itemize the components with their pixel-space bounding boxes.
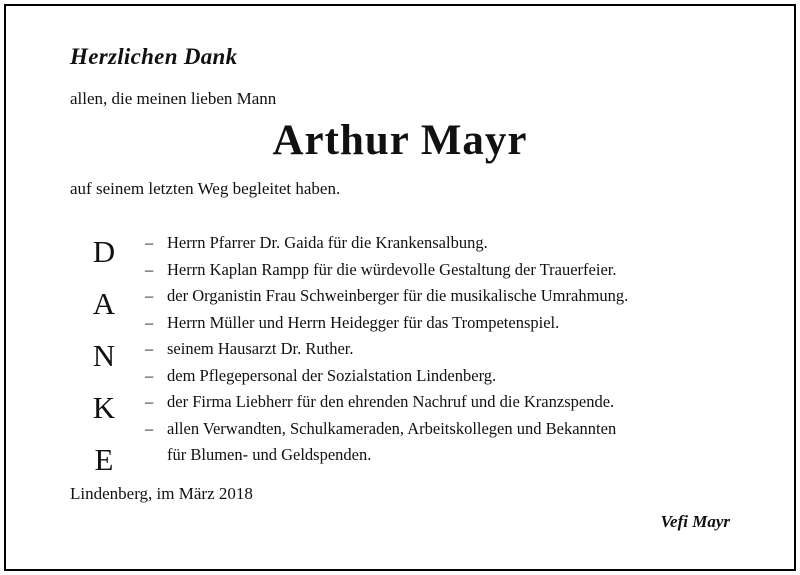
thanks-item xyxy=(145,283,765,310)
danke-vertical-word xyxy=(86,226,122,486)
danke-letter: E xyxy=(94,442,114,477)
thanks-item-text-continuation: für Blumen- und Geldspenden. xyxy=(167,445,372,464)
deceased-name: Arthur Mayr xyxy=(272,117,528,164)
dash: – xyxy=(145,286,154,305)
danke-letter: N xyxy=(92,338,116,373)
danke-letter: A xyxy=(92,286,116,321)
place-date: Lindenberg, im März 2018 xyxy=(70,484,253,503)
thanks-item-text: Herrn Kaplan Rampp für die würdevolle Gestaltung der Trauerfeier. xyxy=(167,259,617,279)
intro-text: allen, die meinen lieben Mann xyxy=(70,89,277,108)
thanks-item xyxy=(145,363,765,390)
heading: Herzlichen Dank xyxy=(70,44,238,69)
thanks-item xyxy=(145,230,765,257)
dash: – xyxy=(145,339,154,358)
thanks-item xyxy=(145,336,765,363)
danke-letter: K xyxy=(92,390,116,425)
thanks-item-text: allen Verwandten, Schulkameraden, Arbeitskollegen und Bekannten xyxy=(167,418,617,438)
signature: Vefi Mayr xyxy=(660,512,730,531)
dash: – xyxy=(145,365,154,385)
after-text: auf seinem letzten Weg begleitet haben. xyxy=(70,179,341,198)
thanks-item xyxy=(145,310,765,337)
thanks-item xyxy=(145,416,765,469)
dash: – xyxy=(145,312,154,332)
dash: – xyxy=(145,259,154,279)
thanks-item-text: Herrn Pfarrer Dr. Gaida für die Krankensalbung. xyxy=(167,233,488,252)
thanks-item xyxy=(145,257,765,284)
thanks-item-text: der Organistin Frau Schweinberger für die musikalische Umrahmung. xyxy=(167,286,629,305)
thanks-item-text: dem Pflegepersonal der Sozialstation Lindenberg. xyxy=(167,365,497,385)
thanks-list xyxy=(145,230,765,469)
dash: – xyxy=(145,392,154,411)
thanks-item-text: der Firma Liebherr für den ehrenden Nachruf und die Kranzspende. xyxy=(167,392,615,411)
danke-letter: D xyxy=(92,234,116,269)
thanks-item-text: Herrn Müller und Herrn Heidegger für das Trompetenspiel. xyxy=(167,312,560,332)
thanks-item xyxy=(145,389,765,416)
thanks-item-text: seinem Hausarzt Dr. Ruther. xyxy=(167,339,354,358)
dash: – xyxy=(145,418,154,438)
dash: – xyxy=(145,233,154,252)
